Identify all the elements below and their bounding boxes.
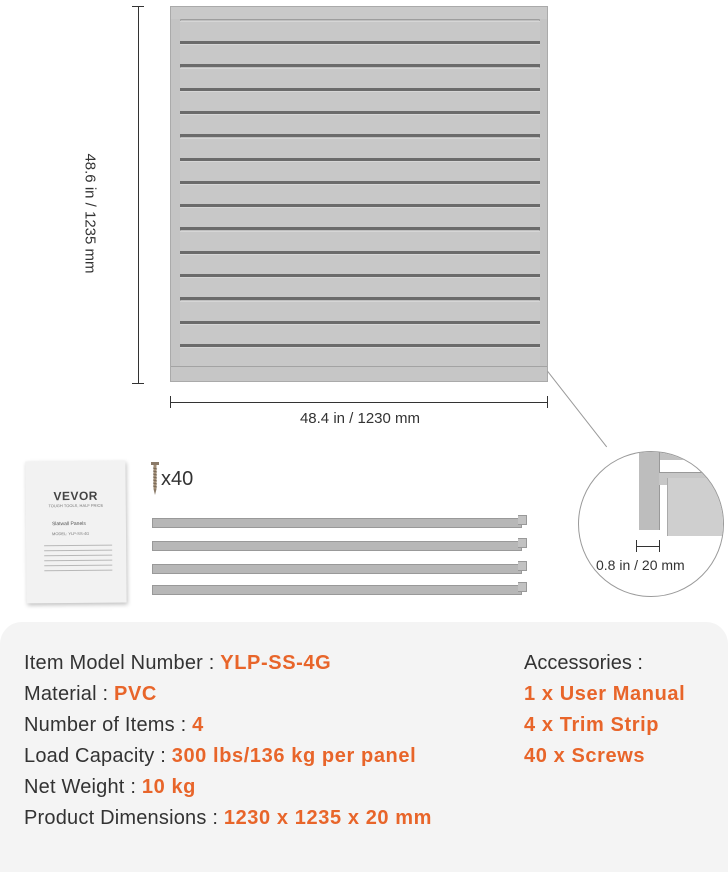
width-dimension-tick-left bbox=[170, 396, 171, 408]
panel-slat bbox=[180, 114, 540, 137]
panel-slat bbox=[180, 138, 540, 161]
thickness-tick-left bbox=[636, 540, 637, 552]
trim-strip bbox=[152, 585, 522, 595]
thickness-tick-right bbox=[659, 540, 660, 552]
screw-count-label: x40 bbox=[161, 468, 194, 490]
spec-model-number: Item Model Number : YLP-SS-4G bbox=[24, 652, 332, 674]
panel-slat bbox=[180, 68, 540, 91]
accessory-trim-strip: 4 x Trim Strip bbox=[524, 714, 660, 736]
accessories-heading: Accessories : bbox=[524, 652, 643, 674]
manual-title: Slatwall Panels bbox=[51, 520, 86, 528]
user-manual-image bbox=[25, 461, 126, 604]
spec-material: Material : PVC bbox=[24, 683, 157, 705]
zoom-connector-line bbox=[547, 371, 607, 447]
panel-slat bbox=[180, 207, 540, 230]
panel-slat bbox=[180, 254, 540, 277]
panel-slat bbox=[180, 44, 540, 67]
height-dimension-line bbox=[138, 6, 139, 383]
panel-slat bbox=[180, 21, 540, 44]
width-dimension-tick-right bbox=[547, 396, 548, 408]
spec-net-weight: Net Weight : 10 kg bbox=[24, 776, 196, 798]
thickness-dimension-line bbox=[636, 546, 660, 547]
width-dimension-label: 48.4 in / 1230 mm bbox=[299, 410, 421, 427]
spec-load-capacity: Load Capacity : 300 lbs/136 kg per panel bbox=[24, 745, 417, 767]
panel-slat bbox=[180, 161, 540, 184]
trim-strip bbox=[152, 541, 522, 551]
manual-tagline: TOUGH TOOLS, HALF PRICE bbox=[48, 502, 104, 509]
height-dimension-tick-bottom bbox=[132, 383, 144, 384]
panel-slat bbox=[180, 231, 540, 254]
accessory-screws: 40 x Screws bbox=[524, 745, 646, 767]
panel-slat bbox=[180, 91, 540, 114]
trim-strip bbox=[152, 564, 522, 574]
panel-slat bbox=[180, 301, 540, 324]
manual-model: MODEL: YLP-SS-4G bbox=[51, 530, 90, 537]
spec-product-dimensions: Product Dimensions : 1230 x 1235 x 20 mm bbox=[24, 807, 433, 829]
trim-strip bbox=[152, 518, 522, 528]
panel-slat bbox=[180, 184, 540, 207]
thickness-detail-zoom bbox=[578, 451, 724, 597]
height-dimension-tick-top bbox=[132, 6, 144, 7]
thickness-dimension-label: 0.8 in / 20 mm bbox=[596, 557, 685, 573]
spec-card bbox=[0, 622, 728, 872]
screw-icon bbox=[150, 462, 160, 496]
manual-brand-logo: VEVOR bbox=[53, 488, 98, 504]
panel-slat bbox=[180, 277, 540, 300]
spec-number-of-items: Number of Items : 4 bbox=[24, 714, 204, 736]
width-dimension-line bbox=[170, 402, 548, 403]
accessory-user-manual: 1 x User Manual bbox=[524, 683, 686, 705]
panel-slat bbox=[180, 324, 540, 347]
height-dimension-label: 48.6 in / 1235 mm bbox=[81, 153, 99, 274]
slatwall-panel-image bbox=[170, 6, 548, 382]
